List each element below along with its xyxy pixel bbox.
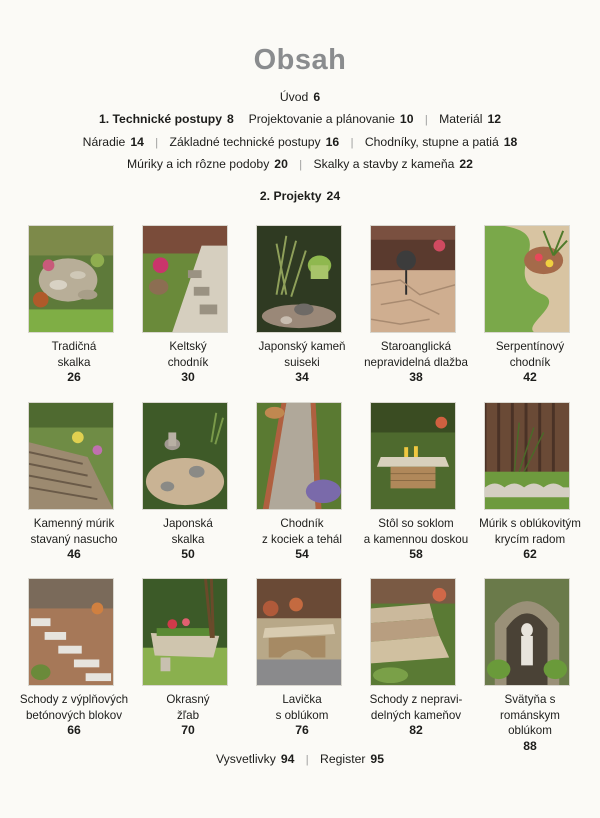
toc-item-label[interactable]: Chodníky, stupne a patiá bbox=[364, 135, 499, 149]
project-page: 54 bbox=[295, 547, 309, 561]
project-title-line1: Staroanglická bbox=[380, 340, 452, 353]
toc-item-label[interactable]: Projektovanie a plánovanie bbox=[248, 112, 395, 126]
project-title-line2: betónových blokov bbox=[25, 708, 123, 722]
project-page: 66 bbox=[67, 723, 81, 737]
toc-item-page: 14 bbox=[130, 135, 144, 149]
project-caption bbox=[245, 339, 359, 386]
project-title-line2: s oblúkom bbox=[275, 708, 329, 722]
stone-trough-photo bbox=[142, 578, 228, 686]
toc-footer bbox=[0, 752, 600, 766]
project-title-line2: nepravidelná dlažba bbox=[364, 355, 468, 369]
project-page: 46 bbox=[67, 547, 81, 561]
toc-footer-item[interactable]: Vysvetlivky bbox=[216, 752, 276, 766]
project-page: 50 bbox=[181, 547, 195, 561]
project-page: 58 bbox=[409, 547, 423, 561]
project-caption bbox=[17, 692, 131, 739]
project-page: 62 bbox=[523, 547, 537, 561]
project-caption bbox=[131, 339, 245, 386]
project-title-line2: z kociek a tehál bbox=[262, 532, 342, 546]
project-caption bbox=[245, 692, 359, 739]
project-caption bbox=[359, 516, 473, 563]
project-page: 70 bbox=[181, 723, 195, 737]
toc-row-3 bbox=[0, 157, 600, 171]
arched-wall-photo bbox=[484, 402, 570, 510]
cobble-brick-path-photo bbox=[256, 402, 342, 510]
toc-separator: | bbox=[350, 137, 354, 149]
project-title-line1: Tradičná bbox=[51, 340, 97, 353]
toc-item-page: 22 bbox=[459, 157, 473, 171]
project-caption bbox=[17, 516, 131, 563]
toc-item-page: 20 bbox=[274, 157, 288, 171]
romanesque-shrine-photo bbox=[484, 578, 570, 686]
project-title-line1: Schody z výplňových bbox=[19, 693, 129, 706]
toc-item-page: 12 bbox=[487, 112, 502, 126]
suiseki-stone-photo bbox=[256, 225, 342, 333]
toc-section2-heading: 2. Projekty bbox=[259, 189, 322, 203]
stone-table-photo bbox=[370, 402, 456, 510]
project-caption bbox=[473, 516, 587, 563]
project-caption bbox=[17, 339, 131, 386]
toc-footer-page: 95 bbox=[370, 752, 384, 766]
toc-separator: | bbox=[424, 114, 428, 126]
dry-stone-wall-photo bbox=[28, 402, 114, 510]
project-title-line2: oblúkom bbox=[508, 724, 552, 737]
project-caption bbox=[131, 516, 245, 563]
toc-row-1 bbox=[0, 112, 600, 126]
project-title-line2: chodník bbox=[509, 355, 551, 369]
project-title-line1: Kamenný múrik bbox=[33, 517, 115, 530]
toc-intro-label: Úvod bbox=[279, 90, 309, 104]
project-page: 76 bbox=[295, 723, 309, 737]
project-title-line1: Japonská bbox=[163, 517, 213, 530]
project-title-line2: stavaný nasucho bbox=[30, 532, 118, 546]
toc-item-page: 10 bbox=[399, 112, 414, 126]
japanese-rockery-photo bbox=[142, 402, 228, 510]
project-title-line1: Múrik s oblúkovitým bbox=[479, 517, 581, 530]
project-title-line2: žľab bbox=[176, 708, 200, 722]
project-title-line2: a kamennou doskou bbox=[363, 532, 469, 546]
project-title-line1: Svätyňa s románskym bbox=[500, 693, 560, 722]
toc-section1-heading[interactable]: 1. Technické postupy bbox=[98, 112, 222, 126]
toc-separator: | bbox=[305, 754, 309, 766]
project-page: 38 bbox=[409, 370, 423, 384]
toc-footer-item[interactable]: Register bbox=[320, 752, 366, 766]
page-title: Obsah bbox=[253, 44, 347, 76]
irregular-steps-photo bbox=[370, 578, 456, 686]
project-title-line2: skalka bbox=[171, 532, 205, 546]
project-page: 26 bbox=[67, 370, 81, 384]
project-title-line1: Schody z nepravi- bbox=[369, 693, 463, 706]
toc-separator: | bbox=[155, 137, 159, 149]
arched-bench-photo bbox=[256, 578, 342, 686]
toc-separator: | bbox=[299, 159, 303, 171]
project-page: 82 bbox=[409, 723, 423, 737]
toc-footer-page: 94 bbox=[280, 752, 295, 766]
project-page: 34 bbox=[295, 370, 309, 384]
toc-intro-page: 6 bbox=[313, 90, 321, 104]
toc-item-page: 16 bbox=[325, 135, 340, 149]
project-title-line1: Serpentínový bbox=[495, 340, 565, 353]
serpentine-path-photo bbox=[484, 225, 570, 333]
celtic-path-photo bbox=[142, 225, 228, 333]
project-title-line1: Chodník bbox=[280, 517, 324, 530]
project-caption bbox=[473, 339, 587, 386]
toc-item-label[interactable]: Materiál bbox=[439, 112, 483, 126]
project-caption bbox=[359, 692, 473, 739]
toc-section2[interactable] bbox=[0, 189, 600, 203]
project-title-line2: suiseki bbox=[284, 355, 320, 369]
toc-row-2 bbox=[0, 135, 600, 149]
toc-item-label[interactable]: Základné technické postupy bbox=[169, 135, 321, 149]
project-caption bbox=[245, 516, 359, 563]
project-title-line2: chodník bbox=[167, 355, 209, 369]
project-title-line2: delných kameňov bbox=[370, 708, 462, 722]
toc-item-label[interactable]: Múriky a ich rôzne podoby bbox=[127, 157, 270, 171]
project-caption bbox=[359, 339, 473, 386]
project-caption bbox=[473, 692, 587, 754]
toc-intro[interactable] bbox=[0, 90, 600, 104]
project-caption bbox=[131, 692, 245, 739]
toc-item-page: 18 bbox=[503, 135, 518, 149]
toc-section1-page: 8 bbox=[227, 112, 234, 126]
rock-garden-photo bbox=[28, 225, 114, 333]
project-title-line2: skalka bbox=[57, 355, 91, 369]
toc-item-label[interactable]: Náradie bbox=[82, 135, 126, 149]
project-title-line2: krycím radom bbox=[494, 532, 566, 546]
crazy-paving-photo bbox=[370, 225, 456, 333]
project-page: 42 bbox=[523, 370, 537, 384]
concrete-steps-photo bbox=[28, 578, 114, 686]
project-page: 88 bbox=[523, 738, 537, 753]
project-title-line1: Stôl so soklom bbox=[378, 517, 454, 530]
toc-item-label[interactable]: Skalky a stavby z kameňa bbox=[313, 157, 455, 171]
project-title-line1: Okrasný bbox=[166, 693, 210, 706]
toc-section2-page: 24 bbox=[326, 189, 341, 203]
project-title-line1: Japonský kameň bbox=[258, 340, 346, 353]
project-page: 30 bbox=[181, 370, 195, 384]
project-title-line1: Lavička bbox=[282, 693, 322, 706]
project-title-line1: Keltský bbox=[169, 340, 207, 353]
